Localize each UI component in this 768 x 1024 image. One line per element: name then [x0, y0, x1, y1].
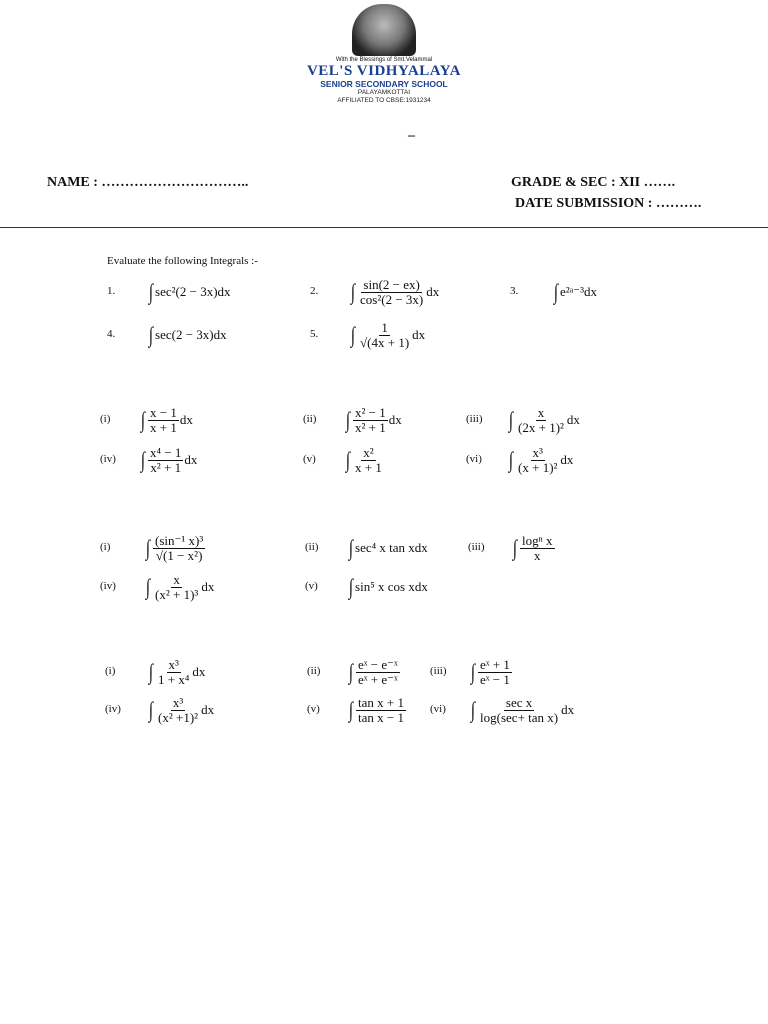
integral-expression	[553, 275, 597, 309]
fraction	[353, 446, 384, 475]
founder-portrait	[352, 4, 416, 56]
integral-sign-icon: ∫	[508, 447, 514, 472]
problem-number: (vi)	[466, 453, 482, 465]
expression-text: dx	[412, 327, 426, 342]
integral-expression	[145, 531, 206, 565]
expression-text: dx	[561, 702, 575, 717]
numerator: eˣ − e⁻ˣ	[358, 656, 398, 672]
integral-sign-icon: ∫	[148, 279, 154, 304]
numerator: x⁴ − 1	[150, 444, 182, 460]
integral-expression	[140, 403, 193, 437]
header-divider	[0, 227, 768, 228]
problem-number: (v)	[303, 453, 316, 465]
fraction	[356, 696, 406, 725]
integral-expression	[148, 655, 205, 689]
denominator: √(1 − x²)	[155, 547, 203, 563]
integral-sign-icon: ∫	[145, 574, 151, 599]
problem-number: (i)	[105, 665, 116, 677]
numerator: x²	[363, 444, 374, 460]
integral-sign-icon: ∫	[348, 697, 354, 722]
numerator: sec x	[505, 694, 533, 710]
denominator: eˣ + e⁻ˣ	[358, 671, 398, 687]
integral-sign-icon: ∫	[470, 697, 476, 722]
problem-number: (v)	[307, 703, 320, 715]
denominator: eˣ − 1	[480, 671, 510, 687]
problem-number: (v)	[305, 580, 318, 592]
integral-sign-icon: ∫	[140, 407, 146, 432]
name-field: NAME : …………………………..	[47, 175, 249, 190]
expression-text: sec(2 − 3x)dx	[155, 327, 227, 342]
school-location: PALAYAMKOTTAI	[357, 89, 411, 96]
date-field: DATE SUBMISSION : ……….	[515, 196, 702, 211]
expression-text: dx	[192, 664, 206, 679]
grade-field: GRADE & SEC : XII …….	[511, 175, 676, 190]
integral-expression	[345, 403, 402, 437]
integral-expression	[140, 443, 197, 477]
integral-expression	[145, 570, 214, 604]
fraction	[358, 321, 411, 350]
fraction	[516, 446, 559, 475]
school-type: SENIOR SECONDARY SCHOOL	[320, 79, 448, 89]
integral-sign-icon: ∫	[348, 535, 354, 560]
problem-number: (ii)	[307, 665, 321, 677]
school-affiliation: AFFILIATED TO CBSE:1931234	[337, 97, 431, 104]
integral-expression	[148, 318, 227, 352]
numerator: eˣ + 1	[480, 656, 510, 672]
problem-number: 4.	[107, 328, 116, 340]
integral-sign-icon: ∫	[148, 322, 154, 347]
problem-number: (i)	[100, 413, 111, 425]
integral-sign-icon: ∫	[350, 322, 356, 347]
denominator: x² + 1	[355, 419, 386, 435]
fraction	[153, 534, 205, 563]
problem-number: (iv)	[105, 703, 121, 715]
problem-number: (ii)	[305, 541, 319, 553]
expression-text: dx	[179, 412, 193, 427]
expression-text: dx	[566, 412, 580, 427]
denominator: x² + 1	[150, 459, 182, 475]
denominator: log(sec+ tan x)	[480, 709, 559, 725]
school-name: VEL'S VIDHYALAYA	[306, 63, 462, 79]
numerator: x² − 1	[355, 404, 386, 420]
numerator: logⁿ x	[522, 532, 553, 548]
numerator: x³	[168, 656, 179, 672]
integral-sign-icon: ∫	[553, 279, 559, 304]
integral-sign-icon: ∫	[348, 659, 354, 684]
fraction	[156, 696, 200, 725]
integral-expression	[350, 275, 439, 309]
problem-number: (iv)	[100, 453, 116, 465]
fraction	[356, 658, 400, 687]
integral-expression	[348, 570, 428, 604]
integral-sign-icon: ∫	[345, 407, 351, 432]
expression-text: sin⁵ x cos xdx	[355, 579, 428, 594]
integral-expression	[508, 443, 573, 477]
title-dash: –	[408, 128, 415, 143]
numerator: x − 1	[150, 404, 177, 420]
fraction	[353, 406, 388, 435]
integral-expression	[345, 443, 385, 477]
denominator: √(4x + 1)	[360, 334, 410, 350]
integral-sign-icon: ∫	[148, 659, 154, 684]
fraction	[516, 406, 566, 435]
expression-text: dx	[201, 702, 215, 717]
fraction	[148, 406, 179, 435]
integral-expression	[148, 693, 214, 727]
numerator: x	[537, 404, 545, 420]
fraction	[520, 534, 554, 563]
integral-sign-icon: ∫	[508, 407, 514, 432]
problem-number: (ii)	[303, 413, 317, 425]
expression-text: sec⁴ x tan xdx	[355, 540, 428, 555]
integral-expression	[508, 403, 580, 437]
expression-text: dx	[388, 412, 402, 427]
integral-sign-icon: ∫	[145, 535, 151, 560]
fraction	[148, 446, 183, 475]
fraction	[153, 573, 200, 602]
integral-sign-icon: ∫	[512, 535, 518, 560]
numerator: tan x + 1	[358, 694, 404, 710]
integral-expression	[350, 318, 425, 352]
integral-sign-icon: ∫	[140, 447, 146, 472]
denominator: x + 1	[150, 419, 177, 435]
problem-number: (iii)	[468, 541, 485, 553]
problem-number: 5.	[310, 328, 319, 340]
integral-expression	[348, 693, 407, 727]
problem-number: (iv)	[100, 580, 116, 592]
numerator: x³	[172, 694, 184, 710]
numerator: x	[173, 571, 180, 587]
numerator: x³	[532, 444, 543, 460]
denominator: x + 1	[355, 459, 382, 475]
integral-expression	[348, 655, 401, 689]
integral-sign-icon: ∫	[470, 659, 476, 684]
numerator: (sin⁻¹ x)³	[155, 532, 204, 548]
problem-number: (vi)	[430, 703, 446, 715]
numerator: 1	[381, 319, 388, 335]
denominator: 1 + x⁴	[158, 671, 190, 687]
numerator: sin(2 − ex)	[363, 276, 420, 292]
expression-text: dx	[426, 284, 440, 299]
expression-text: dx	[201, 579, 215, 594]
problem-number: 3.	[510, 285, 519, 297]
problem-number: (iii)	[466, 413, 483, 425]
problem-number: 1.	[107, 285, 116, 297]
fraction	[478, 696, 560, 725]
problem-number: (iii)	[430, 665, 447, 677]
integral-sign-icon: ∫	[345, 447, 351, 472]
integral-expression	[348, 531, 428, 565]
denominator: (2x + 1)²	[518, 419, 564, 435]
integral-expression	[512, 531, 556, 565]
instruction: Evaluate the following Integrals :-	[107, 255, 258, 267]
denominator: x	[534, 547, 541, 563]
integral-sign-icon: ∫	[350, 279, 356, 304]
fraction	[358, 278, 425, 307]
blessing-text: With the Blessings of Smt.Velammal	[335, 57, 433, 63]
integral-sign-icon: ∫	[348, 574, 354, 599]
integral-sign-icon: ∫	[148, 697, 154, 722]
problem-number: 2.	[310, 285, 319, 297]
denominator: (x + 1)²	[518, 459, 558, 475]
expression-text: dx	[184, 452, 198, 467]
integral-expression	[470, 693, 574, 727]
expression-text: sec²(2 − 3x)dx	[155, 284, 231, 299]
expression-text: dx	[560, 452, 574, 467]
denominator: (x² + 1)³	[155, 586, 199, 602]
integral-expression	[148, 275, 231, 309]
denominator: (x² +1)²	[158, 709, 199, 725]
school-logo	[300, 4, 468, 105]
integral-expression	[470, 655, 513, 689]
problem-number: (i)	[100, 541, 111, 553]
expression-text: e²ᵃ⁻³dx	[560, 284, 598, 299]
fraction	[156, 658, 191, 687]
denominator: tan x − 1	[358, 709, 404, 725]
denominator: cos²(2 − 3x)	[360, 291, 424, 307]
fraction	[478, 658, 512, 687]
